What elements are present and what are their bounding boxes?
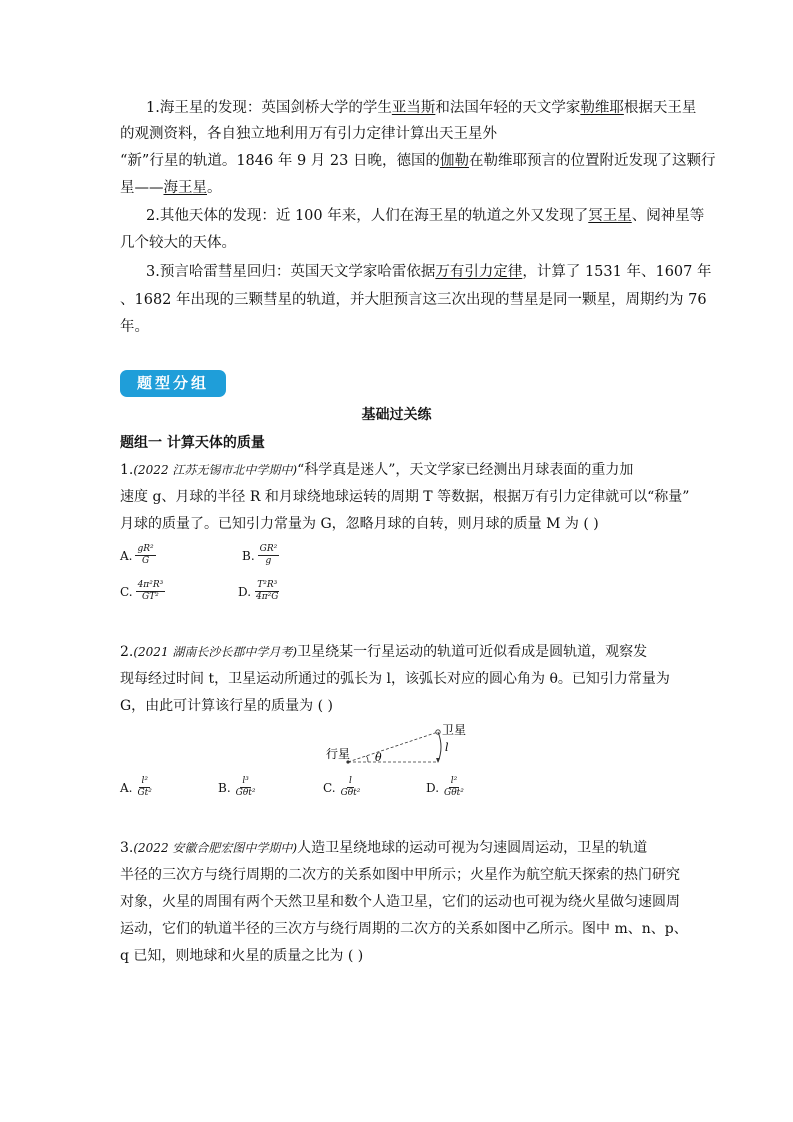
- question-number: 3.: [120, 840, 134, 856]
- text: 和法国年轻的天文学家: [435, 100, 581, 116]
- q3-line4: 运动，它们的轨道半径的三次方与绕行周期的二次方的关系如图中乙所示。图中 m、n、p、: [120, 921, 688, 937]
- denominator: 4π²G: [256, 592, 279, 602]
- intro-p1-line1: [146, 98, 696, 118]
- fraction: [234, 776, 258, 799]
- numerator: l²: [141, 776, 148, 786]
- numerator: l: [349, 776, 352, 786]
- text: 3.预言哈雷彗星回归：英国天文学家哈雷依据: [146, 264, 436, 280]
- q1-option-a[interactable]: [120, 544, 156, 567]
- option-label: C.: [120, 584, 133, 599]
- text: 2.其他天体的发现：近 100 年来，人们在海王星的轨道之外又发现了: [146, 208, 589, 224]
- q2-line1: [120, 642, 647, 662]
- denominator: G: [141, 556, 150, 566]
- q2-option-c[interactable]: [323, 776, 362, 799]
- fraction: [442, 776, 466, 799]
- underlined-name: 伽勒: [439, 153, 469, 169]
- section-badge: 题型分组: [120, 370, 226, 397]
- denominator: Gθt²: [235, 788, 256, 798]
- q3-line1: [120, 838, 647, 858]
- group-title: 题组一 计算天体的质量: [120, 435, 265, 451]
- q1-line3: 月球的质量了。已知引力常量为 G，忽略月球的自转，则月球的质量 M 为 ( ): [120, 516, 599, 532]
- text: 、阋神星等: [631, 208, 705, 224]
- satellite-label: 卫星: [442, 723, 467, 737]
- text: “科学真是迷人”，天文学家已经测出月球表面的重力加: [297, 462, 634, 478]
- intro-p3-line1: [146, 262, 711, 282]
- option-label: A.: [120, 780, 133, 795]
- q2-line3: G，由此可计算该行星的质量为 ( ): [120, 698, 334, 714]
- text: 在勒维耶预言的位置附近发现了这颗行: [468, 153, 716, 169]
- q2-option-d[interactable]: [426, 776, 466, 799]
- option-label: B.: [242, 548, 255, 563]
- numerator: GR²: [259, 544, 278, 554]
- center-title: 基础过关练: [361, 407, 432, 423]
- q2-line2: 现每经过时间 t，卫星运动所通过的弧长为 l，该弧长对应的圆心角为 θ。已知引力常量为: [120, 671, 670, 687]
- fraction: [136, 580, 166, 603]
- numerator: gR²: [137, 544, 154, 554]
- text: ，计算了 1531 年、1607 年: [522, 264, 712, 280]
- fraction: [254, 580, 280, 603]
- numerator: 4π²R³: [137, 580, 164, 590]
- text: “新”行星的轨道。1846 年 9 月 23 日晚，德国的: [120, 153, 440, 169]
- arrow-head: [436, 758, 440, 763]
- option-label: D.: [426, 780, 440, 795]
- underlined-name: 海王星: [163, 180, 207, 196]
- underlined-name: 万有引力定律: [435, 264, 523, 280]
- q1-option-d[interactable]: [238, 580, 280, 603]
- q2-option-b[interactable]: [218, 776, 257, 799]
- underlined-name: 亚当斯: [391, 100, 436, 116]
- planet-label: 行星: [326, 747, 351, 761]
- denominator: g: [265, 556, 272, 566]
- angle-arc: [366, 756, 368, 762]
- intro-p1-line3: [120, 151, 715, 171]
- text: 星——: [120, 180, 164, 196]
- denominator: Gθt²: [340, 788, 361, 798]
- q1-option-c[interactable]: [120, 580, 165, 603]
- q3-line3: 对象，火星的周围有两个天然卫星和数个人造卫星，它们的运动也可视为绕火星做匀速圆周: [120, 894, 680, 910]
- question-source: (2021 湖南长沙长郡中学月考): [133, 645, 298, 659]
- denominator: Gt²: [137, 788, 152, 798]
- option-label: B.: [218, 780, 231, 795]
- underlined-name: 勒维耶: [580, 100, 624, 116]
- option-label: D.: [238, 584, 252, 599]
- text: 人造卫星绕地球的运动可视为匀速圆周运动，卫星的轨道: [297, 840, 648, 856]
- underlined-name: 冥王星: [588, 208, 632, 224]
- q3-line5: q 已知，则地球和火星的质量之比为 ( ): [120, 948, 364, 964]
- q1-option-b[interactable]: [242, 544, 279, 567]
- question-number: 1.: [120, 462, 134, 478]
- text: 卫星绕某一行星运动的轨道可近似看成是圆轨道，观察发: [297, 644, 648, 660]
- intro-p2-line1: [146, 206, 704, 226]
- q3-line2: 半径的三次方与绕行周期的二次方的关系如图中甲所示；火星作为航空航天探索的热门研究: [120, 867, 680, 883]
- q2-option-a[interactable]: [120, 776, 154, 799]
- numerator: T²R³: [257, 580, 278, 590]
- text: 1.海王星的发现：英国剑桥大学的学生: [146, 100, 392, 116]
- planet-to-satellite-line: [348, 732, 438, 762]
- intro-p3-line2: 、1682 年出现的三颗彗星的轨道，并大胆预言这三次出现的彗星是同一颗星，周期约为 76: [120, 292, 707, 308]
- intro-p3-line3: 年。: [120, 319, 149, 335]
- intro-p1-line4: [120, 178, 222, 198]
- q2-orbit-figure: [320, 720, 470, 772]
- q1-line1: [120, 460, 633, 480]
- question-number: 2.: [120, 644, 134, 660]
- fraction: [339, 776, 363, 799]
- numerator: l²: [450, 776, 458, 786]
- text: 。: [207, 180, 222, 196]
- intro-p2-line2: 几个较大的天体。: [120, 235, 236, 251]
- text: 根据天王星: [623, 100, 697, 116]
- question-source: (2022 江苏无锡市北中学期中): [133, 463, 298, 477]
- fraction: [135, 544, 155, 567]
- arc-l: [438, 732, 441, 762]
- intro-p1-line2: 的观测资料，各自独立地利用万有引力定律计算出天王星外: [120, 126, 497, 142]
- fraction: [135, 776, 153, 799]
- arc-label: l: [445, 741, 449, 754]
- numerator: l³: [242, 776, 249, 786]
- denominator: Gθt²: [444, 788, 464, 798]
- option-label: C.: [323, 780, 336, 795]
- question-source: (2022 安徽合肥宏图中学期中): [133, 841, 298, 855]
- option-label: A.: [120, 548, 133, 563]
- angle-label: θ: [375, 751, 382, 764]
- q1-line2: 速度 g、月球的半径 R 和月球绕地球运转的周期 T 等数据，根据万有引力定律就可以“称量”: [120, 489, 690, 505]
- fraction: [258, 544, 280, 567]
- denominator: GT²: [141, 592, 159, 602]
